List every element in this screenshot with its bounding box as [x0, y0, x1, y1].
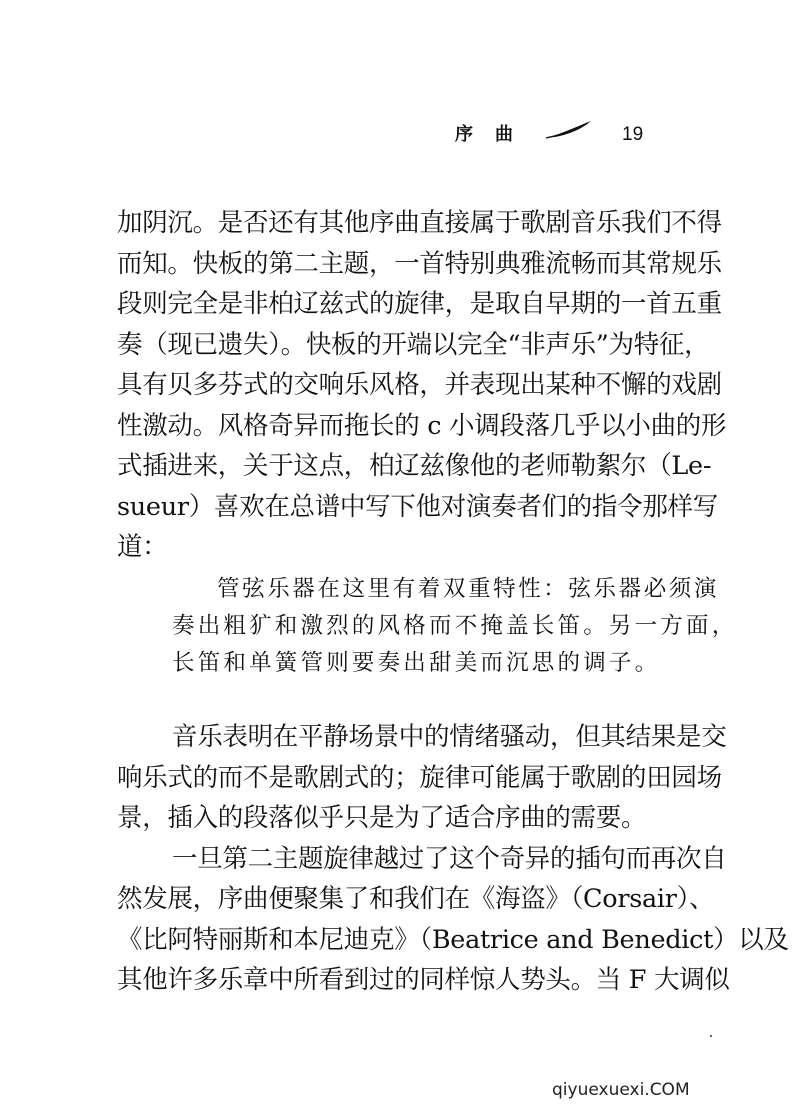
text-line: 段则完全是非柏辽兹式的旋律，是取自早期的一首五重	[117, 289, 722, 319]
text-line: 道：	[117, 532, 168, 562]
text-line: 其他许多乐章中所看到过的同样惊人势头。当 F 大调似	[117, 965, 730, 995]
body-paragraph-2	[117, 717, 789, 1001]
text-line: 响乐式的而不是歌剧式的；旋律可能属于歌剧的田园场	[117, 762, 722, 793]
text-line: 式插进来，关于这点，柏辽兹像他的老师勒絮尔（Le-	[117, 451, 712, 481]
text-line: 景，插入的段落似乎只是为了适合序曲的需要。	[117, 803, 647, 833]
chapter-title: 序曲	[455, 124, 535, 145]
quill-icon	[545, 120, 593, 140]
text-line: 而知。快板的第二主题，一首特别典雅流畅而其常规乐	[117, 248, 722, 279]
quote-line: 长笛和单簧管则要奏出甜美而沉思的调子。	[172, 650, 661, 676]
text-line: 具有贝多芬式的交响乐风格，并表现出某种不懈的戏剧	[117, 370, 722, 400]
quote-line: 奏出粗犷和激烈的风格而不掩盖长笛。另一方面，	[172, 613, 738, 639]
text-line: 奏（现已遗失）。快板的开端以完全“非声乐”为特征，	[117, 329, 710, 360]
text-line: 性激动。风格奇异而拖长的 c 小调段落几乎以小曲的形	[117, 410, 727, 441]
text-line: 一旦第二主题旋律越过了这个奇异的插句而再次自	[172, 843, 727, 874]
block-quote	[172, 571, 738, 682]
text-line: 《比阿特丽斯和本尼迪克》（Beatrice and Benedict）以及	[117, 924, 789, 955]
scan-speck	[710, 1035, 712, 1037]
text-line: 加阴沉。是否还有其他序曲直接属于歌剧音乐我们不得	[117, 208, 722, 238]
text-line: sueur）喜欢在总谱中写下他对演奏者们的指令那样写	[117, 491, 718, 522]
quote-line: 管弦乐器在这里有着双重特性：弦乐器必须演	[217, 576, 720, 602]
body-paragraph-1	[117, 203, 727, 568]
text-line: 音乐表明在平静场景中的情绪骚动，但其结果是交	[172, 722, 727, 752]
page-number: 19	[622, 124, 644, 145]
watermark: qiyuexuexi.COM	[552, 1080, 690, 1100]
text-line: 然发展，序曲便聚集了和我们在《海盗》（Corsair）、	[117, 884, 715, 914]
